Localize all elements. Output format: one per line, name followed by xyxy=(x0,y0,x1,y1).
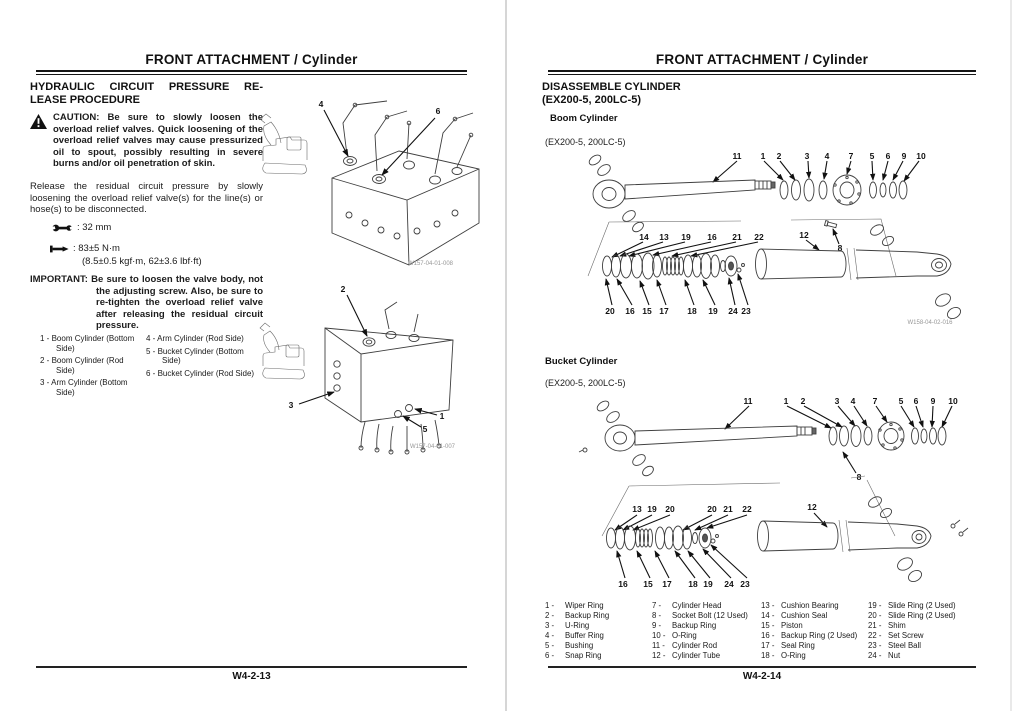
svg-text:11: 11 xyxy=(743,396,753,406)
svg-text:3: 3 xyxy=(288,400,294,410)
figure-caption: W158-04-02-016 xyxy=(907,320,953,326)
figure-callouts xyxy=(289,284,445,434)
svg-text:18: 18 xyxy=(687,306,697,316)
svg-text:22: 22 xyxy=(754,232,764,242)
svg-text:16: 16 xyxy=(618,579,628,589)
svg-text:3: 3 xyxy=(834,396,840,406)
warning-triangle-icon xyxy=(30,114,47,129)
svg-text:12: 12 xyxy=(799,230,809,240)
right-section-title: DISASSEMBLE CYLINDER (EX200-5, 200LC-5) xyxy=(542,81,681,106)
left-page-number: W4-2-13 xyxy=(232,671,271,682)
svg-text:13: 13 xyxy=(659,232,669,242)
figure-caption: W157-04-01-008 xyxy=(407,261,453,267)
svg-text:6: 6 xyxy=(913,396,919,406)
svg-text:7: 7 xyxy=(872,396,878,406)
svg-text:24: 24 xyxy=(728,306,738,316)
svg-text:9: 9 xyxy=(901,151,907,161)
piston-seal-stack-drawing xyxy=(603,253,745,279)
svg-text:5: 5 xyxy=(869,151,875,161)
svg-text:19: 19 xyxy=(647,504,657,514)
excavator-thumbnail xyxy=(260,323,304,379)
callouts-mid-row xyxy=(612,230,819,257)
svg-text:21: 21 xyxy=(732,232,742,242)
svg-text:11: 11 xyxy=(732,151,742,161)
left-page-header: FRONT ATTACHMENT / Cylinder xyxy=(145,52,358,67)
callouts-bottom-row xyxy=(605,274,751,316)
left-header-rule xyxy=(36,70,467,75)
torque-spec-line2: (8.5±0.5 kgf·m, 62±3.6 lbf·ft) xyxy=(82,256,202,267)
right-page-number: W4-2-14 xyxy=(742,671,782,682)
svg-text:19: 19 xyxy=(681,232,691,242)
svg-text:10: 10 xyxy=(916,151,926,161)
svg-text:2: 2 xyxy=(800,396,806,406)
svg-text:6: 6 xyxy=(435,106,441,116)
svg-text:1: 1 xyxy=(760,151,766,161)
svg-text:5: 5 xyxy=(898,396,904,406)
svg-text:22: 22 xyxy=(742,504,752,514)
svg-text:15: 15 xyxy=(642,306,652,316)
svg-text:3: 3 xyxy=(804,151,810,161)
control-valve-assembly-drawing xyxy=(325,302,453,454)
boom-cylinder-subheading: (EX200-5, 200LC-5) xyxy=(545,137,626,147)
important-label: IMPORTANT: xyxy=(30,274,88,285)
control-valve-assembly-drawing xyxy=(332,101,479,265)
svg-text:7: 7 xyxy=(848,151,854,161)
right-header-rule xyxy=(548,70,976,75)
svg-text:21: 21 xyxy=(723,504,733,514)
svg-text:9: 9 xyxy=(930,396,936,406)
important-block: IMPORTANT: Be sure to loosen the valve body, not the adjusting screw. Also, be sure to re-tighten the overload relief valve after releasing the residual circuit pressure. xyxy=(30,274,263,332)
svg-text:20: 20 xyxy=(665,504,675,514)
svg-text:15: 15 xyxy=(643,579,653,589)
svg-text:16: 16 xyxy=(707,232,717,242)
callouts-top-row xyxy=(725,396,958,429)
callouts-bottom-row xyxy=(617,545,750,589)
callout-socket-bolt: 8 xyxy=(837,243,843,253)
boom-cylinder-diagram xyxy=(545,148,1000,330)
svg-text:14: 14 xyxy=(639,232,649,242)
right-footer-rule xyxy=(548,666,976,668)
caution-text: CAUTION: Be sure to slowly loosen the overload relief valves. Quick loosening of the overload relief valves may cause pressurized oil to spout, possibly resulting in severe burns and/or oil penetration of skin. xyxy=(53,112,263,170)
torque-wrench-icon xyxy=(50,244,69,254)
release-procedure-text: Release the residual circuit pressure by slowly loosening the overload relief valve(s) for the line(s) or hose(s) to be disconnected. xyxy=(30,181,263,216)
figure-caption: W157-04-01-007 xyxy=(409,444,455,450)
callout-socket-bolt: 8 xyxy=(856,472,862,482)
figure-callouts xyxy=(319,99,441,175)
legend-item: 4 - Arm Cylinder (Rod Side) xyxy=(146,334,244,343)
bucket-cylinder-subheading: (EX200-5, 200LC-5) xyxy=(545,378,626,388)
left-section-title: HYDRAULIC CIRCUIT PRESSURE RE- LEASE PROCEDURE xyxy=(30,81,263,106)
caution-label: CAUTION: xyxy=(53,112,100,123)
control-valve-figure-top xyxy=(257,83,485,273)
svg-text:20: 20 xyxy=(707,504,717,514)
cylinder-port-legend xyxy=(40,334,264,401)
svg-text:24: 24 xyxy=(724,579,734,589)
legend-item: 2 - Boom Cylinder (Rod Side) xyxy=(40,356,124,375)
svg-text:6: 6 xyxy=(885,151,891,161)
caution-block xyxy=(30,112,263,170)
parts-legend xyxy=(545,601,990,660)
right-page-header: FRONT ATTACHMENT / Cylinder xyxy=(655,52,869,67)
svg-text:23: 23 xyxy=(741,306,751,316)
svg-text:4: 4 xyxy=(318,99,324,109)
svg-text:17: 17 xyxy=(662,579,672,589)
left-footer-rule xyxy=(36,666,467,668)
svg-text:12: 12 xyxy=(807,502,817,512)
svg-text:19: 19 xyxy=(708,306,718,316)
svg-text:4: 4 xyxy=(824,151,830,161)
legend-item: 1 - Boom Cylinder (Bottom Side) xyxy=(40,334,135,353)
exploded-view-outline xyxy=(588,219,896,276)
svg-text:20: 20 xyxy=(605,306,615,316)
boom-cylinder-heading: Boom Cylinder xyxy=(550,113,618,124)
callouts-top-row xyxy=(713,151,926,182)
parts-column-3: 13 - Cushion Bearing 14 - Cushion Seal 15 - Piston 16 - Backup Ring (2 Used) 17 - Seal Ring 18 - O-Ring xyxy=(761,601,858,660)
svg-text:18: 18 xyxy=(688,579,698,589)
torque-spec: : 83±5 N·m xyxy=(50,243,120,255)
cylinder-tube-drawing xyxy=(756,223,963,321)
wrench-size-spec: : 32 mm xyxy=(52,222,111,234)
legend-item: 6 - Bucket Cylinder (Rod Side) xyxy=(146,368,255,378)
svg-text:23: 23 xyxy=(740,579,750,589)
parts-column-2: 7 - Cylinder Head 8 - Socket Bolt (12 Used) 9 - Backup Ring 10 - O-Ring 11 - Cylinder Rod 12 - Cylinder Tube xyxy=(652,601,748,660)
bucket-cylinder-heading: Bucket Cylinder xyxy=(545,356,618,367)
svg-text:5: 5 xyxy=(422,424,428,434)
control-valve-figure-bottom xyxy=(257,280,485,465)
svg-text:19: 19 xyxy=(703,579,713,589)
svg-text:16: 16 xyxy=(625,306,635,316)
excavator-thumbnail xyxy=(260,114,307,174)
svg-text:13: 13 xyxy=(632,504,642,514)
svg-text:2: 2 xyxy=(340,284,346,294)
open-end-wrench-icon xyxy=(52,223,73,233)
legend-item: 5 - Bucket Cylinder (Bottom Side) xyxy=(146,346,244,366)
cylinder-rod-drawing xyxy=(579,399,946,478)
parts-column-1: 1 - Wiper Ring 2 - Backup Ring 3 - U-Ring 4 - Buffer Ring 5 - Bushing 6 - Snap Ring xyxy=(545,601,610,660)
piston-seal-stack-drawing xyxy=(607,526,719,550)
svg-text:10: 10 xyxy=(948,396,958,406)
right-page xyxy=(512,0,1012,711)
left-page xyxy=(0,0,505,711)
svg-text:2: 2 xyxy=(776,151,782,161)
svg-text:17: 17 xyxy=(659,306,669,316)
legend-item: 3 - Arm Cylinder (Bottom Side) xyxy=(40,378,128,397)
parts-column-4: 19 - Slide Ring (2 Used) 20 - Slide Ring (2 Used) 21 - Shim 22 - Set Screw 23 - Steel Ball 24 - Nut xyxy=(868,601,956,660)
bucket-cylinder-diagram xyxy=(545,388,1000,593)
cylinder-tube-drawing xyxy=(758,495,969,584)
svg-text:1: 1 xyxy=(439,411,445,421)
svg-text:1: 1 xyxy=(783,396,789,406)
svg-text:4: 4 xyxy=(850,396,856,406)
callouts-mid-row xyxy=(615,502,827,530)
page-divider xyxy=(505,0,507,711)
